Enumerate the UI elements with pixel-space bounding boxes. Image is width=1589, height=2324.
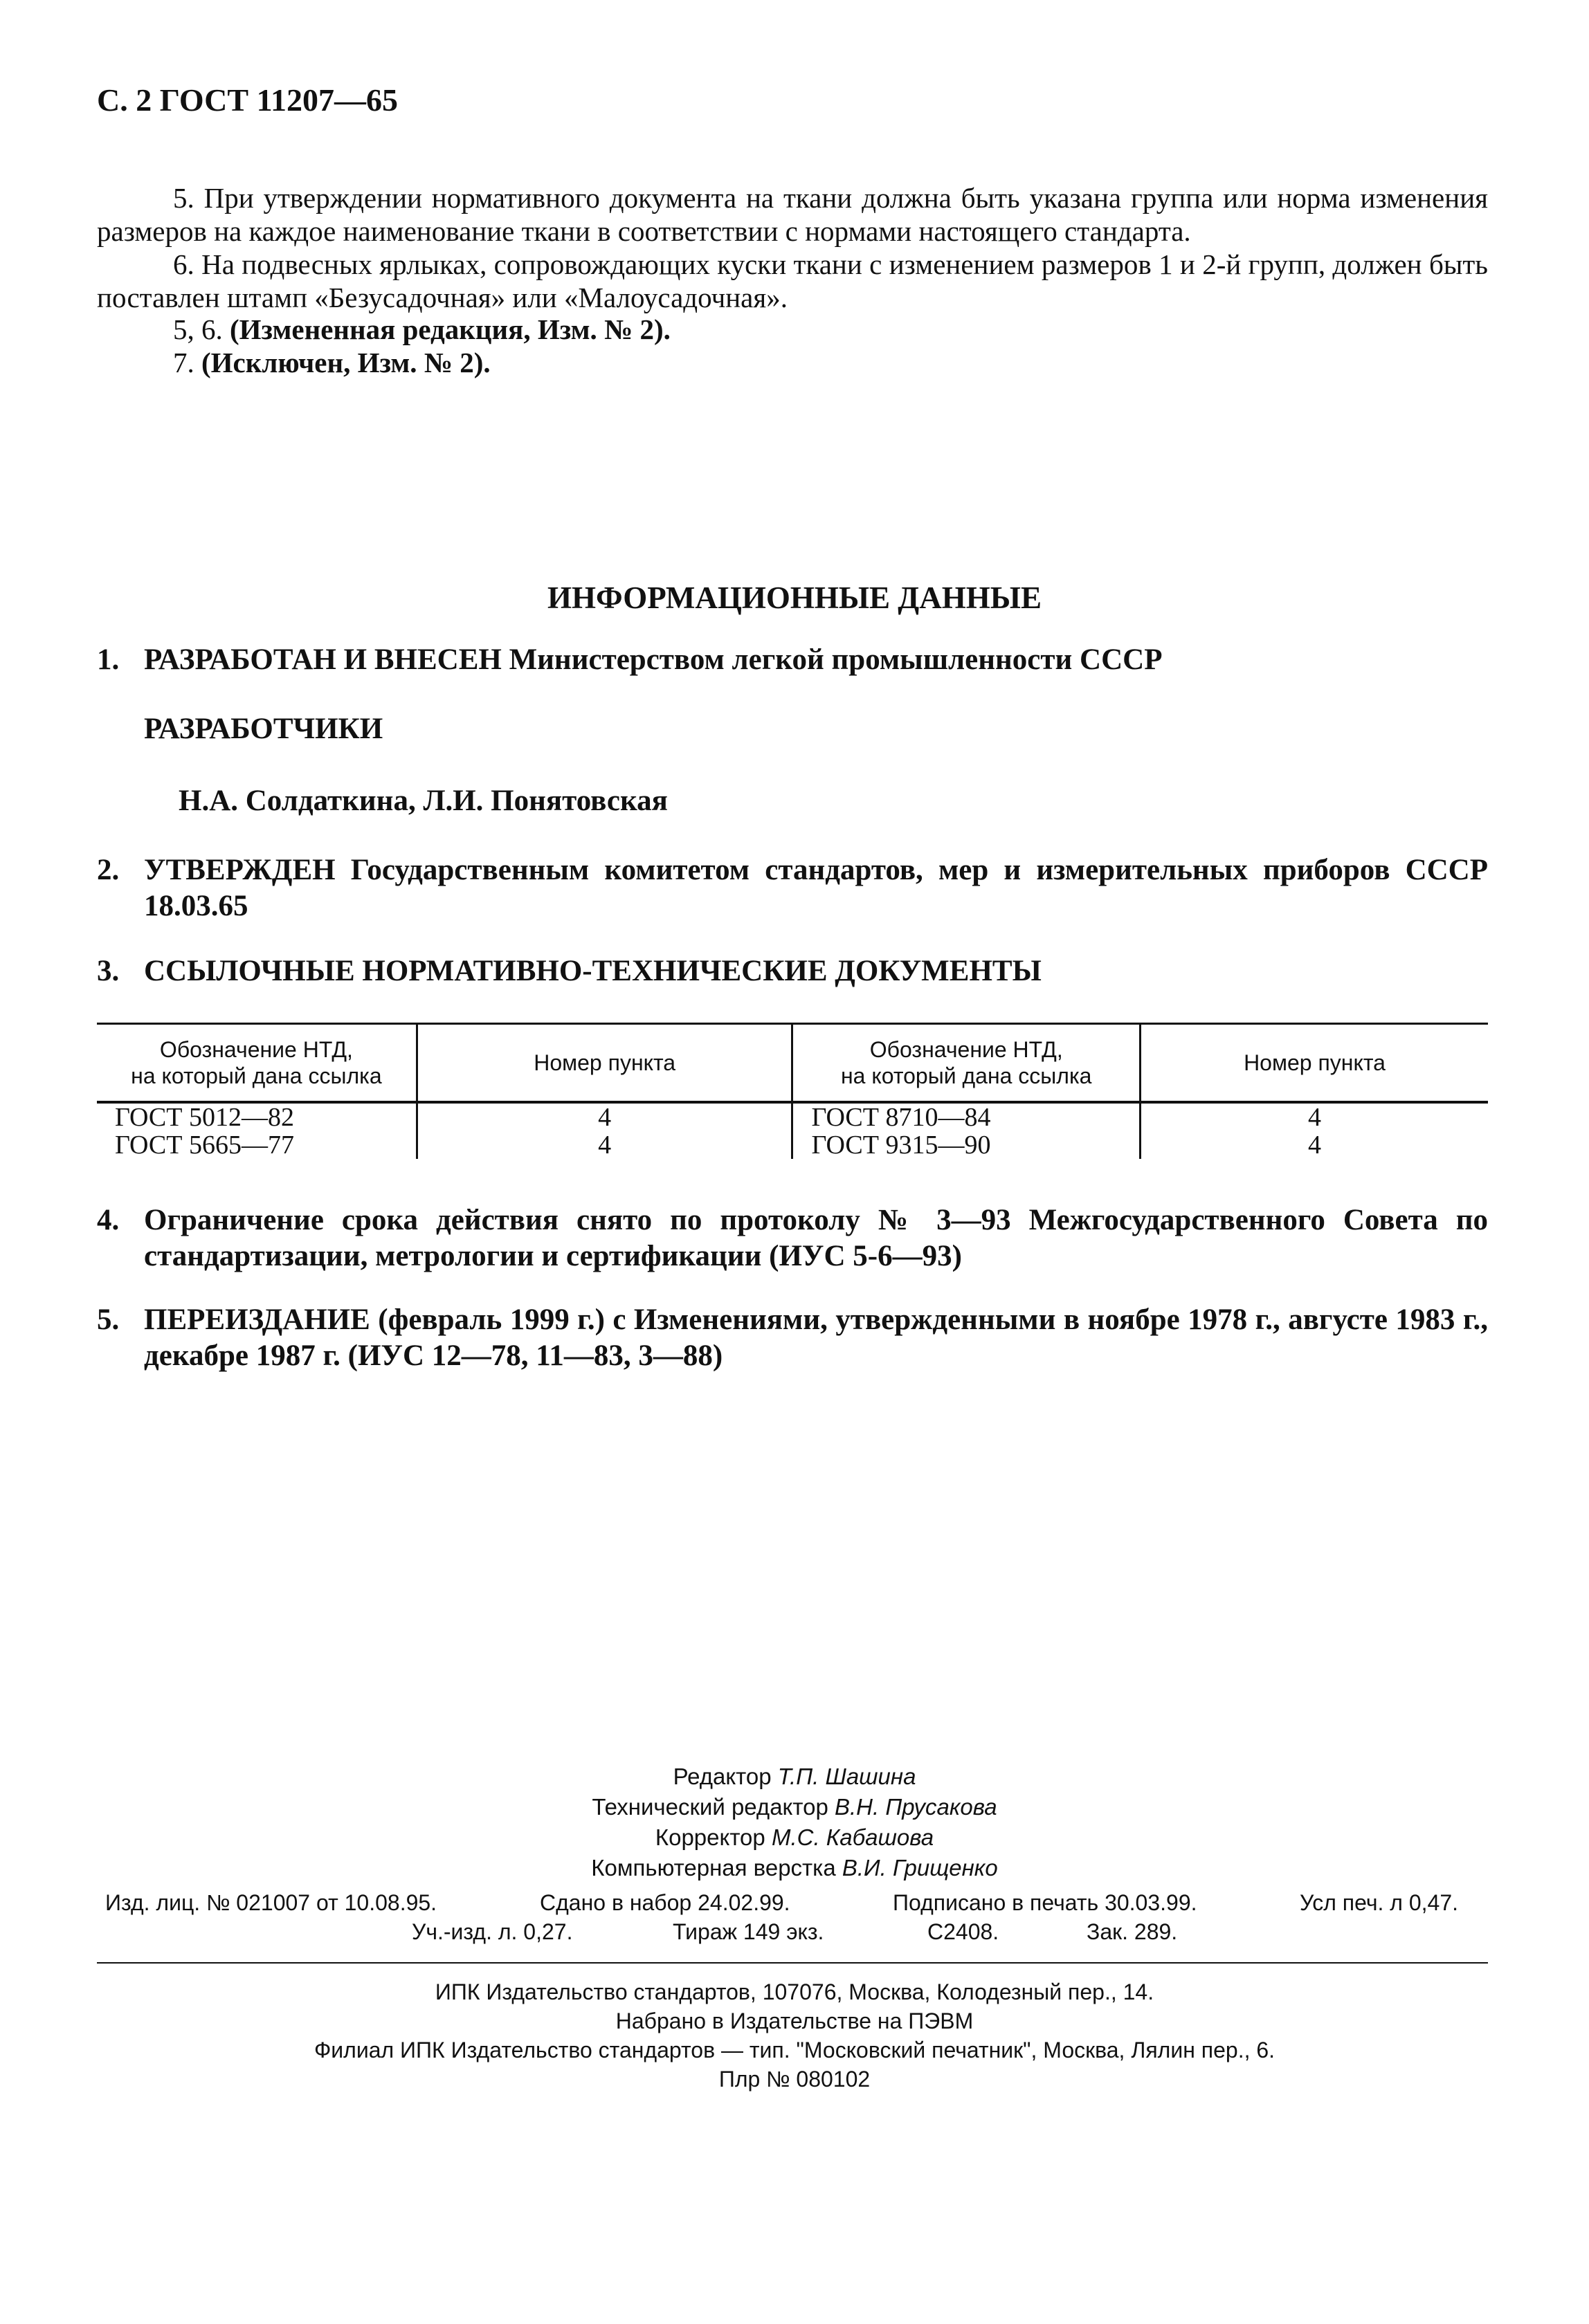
info-item-1-text: РАЗРАБОТАН И ВНЕСЕН Министерством легкой промышленности СССР xyxy=(144,643,1163,676)
table-cell-ntd: ГОСТ 8710—84 xyxy=(792,1102,1141,1131)
credit-tech-editor-name: В.Н. Прусакова xyxy=(834,1794,997,1820)
table-row xyxy=(97,1131,1488,1159)
printer-line-2: Набрано в Издательстве на ПЭВМ xyxy=(615,2009,974,2033)
printer-line-1: ИПК Издательство стандартов, 107076, Москва, Колодезный пер., 14. xyxy=(435,1979,1154,2004)
pub-order: Зак. 289. xyxy=(1087,1919,1178,1944)
page-header: С. 2 ГОСТ 11207—65 xyxy=(97,82,399,118)
info-item-4 xyxy=(97,1202,1488,1274)
column-header-item: Номер пункта xyxy=(417,1024,792,1103)
info-item-4-number: 4. xyxy=(97,1204,120,1236)
divider xyxy=(97,1962,1488,1964)
info-item-4-text: Ограничение срока действия снято по протоколу № 3—93 Межгосударственного Совета по стандартизации, метрологии и сертификации (ИУС 5-6—93) xyxy=(144,1204,1488,1272)
info-item-5 xyxy=(97,1302,1488,1374)
editorial-credits xyxy=(0,1762,1589,1883)
column-header-ntd xyxy=(792,1024,1141,1103)
credit-layout-label: Компьютерная верстка xyxy=(591,1855,836,1881)
table-cell-ntd: ГОСТ 5012—82 xyxy=(115,1103,294,1132)
info-item-2-number: 2. xyxy=(97,854,120,886)
pub-signed: Подписано в печать 30.03.99. xyxy=(893,1890,1197,1915)
developers-label: РАЗРАБОТЧИКИ xyxy=(144,713,383,745)
pub-code: С2408. xyxy=(927,1919,999,1944)
info-item-1-number: 1. xyxy=(97,643,120,676)
paragraph-5-6-amendment: (Измененная редакция, Изм. № 2). xyxy=(230,313,671,345)
table-cell-item: 4 xyxy=(417,1102,792,1131)
table-cell-ntd: ГОСТ 9315—90 xyxy=(792,1131,1141,1159)
credit-corrector-name: М.С. Кабашова xyxy=(771,1824,934,1850)
info-item-1 xyxy=(97,642,1488,678)
pub-typeset: Сдано в набор 24.02.99. xyxy=(540,1890,790,1915)
column-header-ntd-line2: на который дана ссылка xyxy=(131,1063,382,1088)
credit-tech-editor-label: Технический редактор xyxy=(592,1794,828,1820)
printer-line-3: Филиал ИПК Издательство стандартов — тип. "Московский печатник", Москва, Лялин пер., 6. xyxy=(314,2038,1275,2062)
column-header-ntd-line1: Обозначение НТД, xyxy=(159,1037,353,1062)
table-cell-item: 4 xyxy=(1140,1102,1488,1131)
paragraph-7-amendment: (Исключен, Изм. № 2). xyxy=(201,347,491,378)
credit-layout-name: В.И. Грищенко xyxy=(842,1855,998,1881)
credit-corrector xyxy=(0,1822,1589,1853)
reference-table xyxy=(97,1023,1488,1159)
info-title: ИНФОРМАЦИОННЫЕ ДАННЫЕ xyxy=(547,580,1042,615)
credit-tech-editor xyxy=(0,1792,1589,1822)
paragraph-7-prefix: 7. xyxy=(173,347,194,378)
table-row xyxy=(97,1102,1488,1131)
printer-info xyxy=(0,1977,1589,2094)
credit-editor-name: Т.П. Шашина xyxy=(777,1764,916,1789)
column-header-ntd-line1: Обозначение НТД, xyxy=(869,1037,1063,1062)
table-cell-item: 4 xyxy=(1140,1131,1488,1159)
paragraph-5-6-note xyxy=(173,313,671,346)
info-item-3-number: 3. xyxy=(97,955,120,987)
table-cell-item: 4 xyxy=(417,1131,792,1159)
printer-line-4: Плр № 080102 xyxy=(718,2067,871,2092)
pub-print-run: Тираж 149 экз. xyxy=(673,1919,824,1944)
column-header-ntd-line2: на который дана ссылка xyxy=(841,1063,1092,1088)
info-item-5-text: ПЕРЕИЗДАНИЕ (февраль 1999 г.) с Изменениями, утвержденными в ноябре 1978 г., августе 1983 г., декабре 1987 г. (ИУС 12—78, 11—83, 3—88) xyxy=(144,1303,1488,1372)
developers-names: Н.А. Солдаткина, Л.И. Понятовская xyxy=(179,785,668,817)
column-header-ntd xyxy=(97,1024,417,1103)
paragraph-5: 5. При утверждении нормативного документа на ткани должна быть указана группа или норма изменения размеров на каждое наименование ткани в соответствии с нормами настоящего стандарта. xyxy=(97,182,1488,247)
credit-editor xyxy=(0,1762,1589,1792)
credit-corrector-label: Корректор xyxy=(655,1824,765,1850)
column-header-item: Номер пункта xyxy=(1140,1024,1488,1103)
info-item-2 xyxy=(97,852,1488,924)
table-cell-ntd: ГОСТ 5665—77 xyxy=(115,1131,294,1160)
info-item-3-text: ССЫЛОЧНЫЕ НОРМАТИВНО-ТЕХНИЧЕСКИЕ ДОКУМЕНТЫ xyxy=(144,955,1042,987)
pub-publisher-sheets: Уч.-изд. л. 0,27. xyxy=(412,1919,573,1944)
pub-license: Изд. лиц. № 021007 от 10.08.95. xyxy=(105,1890,437,1915)
paragraph-7-note xyxy=(173,346,491,379)
info-item-2-text: УТВЕРЖДЕН Государственным комитетом стандартов, мер и измерительных приборов СССР 18.03.65 xyxy=(144,854,1488,922)
reference-table-header xyxy=(97,1024,1488,1103)
credit-layout xyxy=(0,1853,1589,1883)
paragraph-5-6-prefix: 5, 6. xyxy=(173,313,223,345)
info-item-5-number: 5. xyxy=(97,1303,120,1336)
pub-sheets: Усл печ. л 0,47. xyxy=(1300,1890,1458,1915)
info-item-3 xyxy=(97,953,1488,989)
paragraph-6: 6. На подвесных ярлыках, сопровождающих куски ткани с изменением размеров 1 и 2-й групп, должен быть поставлен штамп «Безусадочная» или «Малоусадочная». xyxy=(97,248,1488,313)
credit-editor-label: Редактор xyxy=(673,1764,772,1789)
